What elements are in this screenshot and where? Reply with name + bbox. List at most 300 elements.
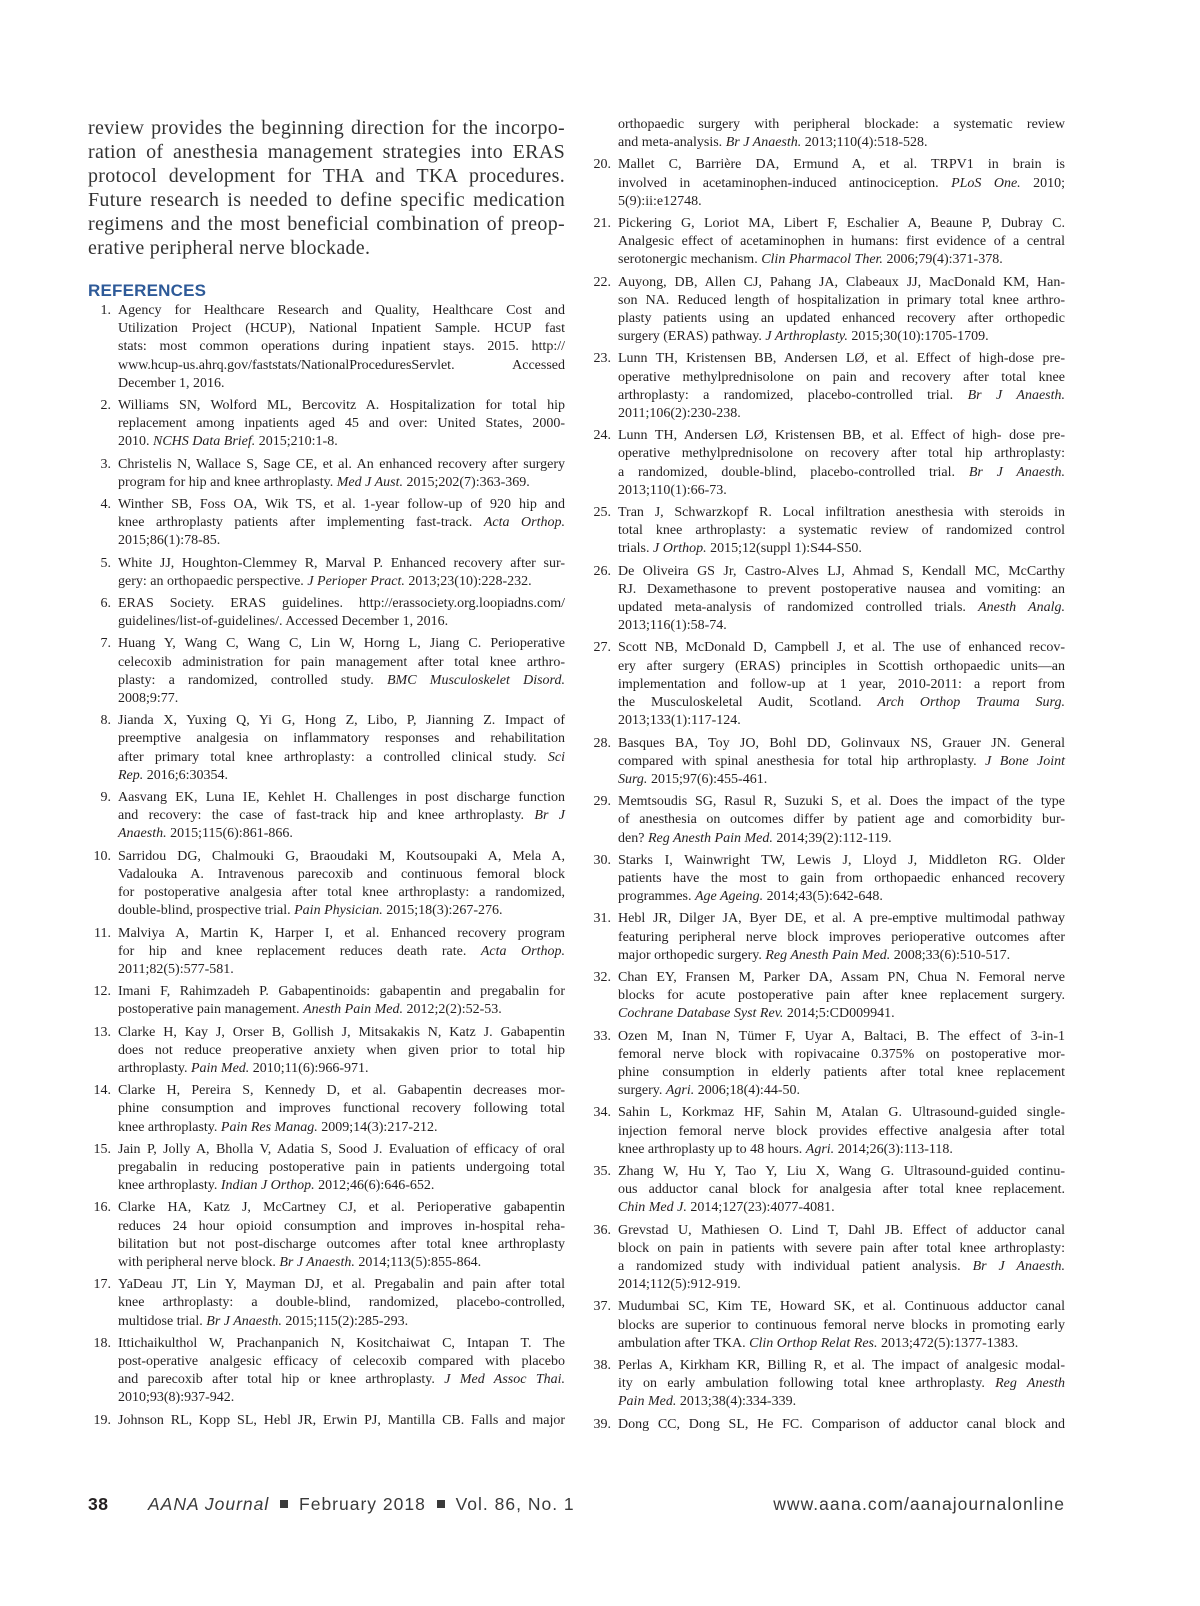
journal-title: Cochrane Database Syst Rev. — [618, 1006, 784, 1022]
reference-number: 32. — [593, 969, 611, 985]
reference-text — [618, 910, 1065, 965]
reference-line: knee arthroplasty: a double-blind, randomized, placebo-controlled, — [118, 1295, 565, 1311]
reference-line: for postoperative analgesia after total knee arthroplasty: a randomized, — [118, 885, 565, 901]
reference-item — [588, 1416, 1065, 1434]
body-paragraph — [88, 116, 565, 260]
reference-line: the Musculoskeletal Audit, Scotland. Arch Orthop Trauma Surg. — [618, 695, 1065, 711]
reference-line: Analgesic effect of acetaminophen in humans: first evidence of a central — [618, 234, 1065, 250]
reference-item — [88, 1024, 565, 1079]
journal-title: Br J Anaesth. — [967, 387, 1065, 403]
reference-item — [588, 910, 1065, 965]
reference-number: 37. — [593, 1299, 611, 1315]
reference-text — [118, 712, 565, 785]
reference-line: Clarke H, Kay J, Orser B, Gollish J, Mitsakakis N, Katz J. Gabapentin — [118, 1024, 565, 1040]
reference-line: updated meta-analysis of randomized controlled trials. Anesth Analg. — [618, 600, 1065, 616]
reference-number: 30. — [593, 852, 611, 868]
reference-line: for hip and knee replacement reduces death rate. Acta Orthop. — [118, 943, 565, 959]
paragraph-line: ration of anesthesia management strategies into ERAS — [88, 141, 565, 163]
reference-line: knee arthroplasty. Pain Res Manag. 2009;14(3):217-212. — [118, 1119, 438, 1135]
reference-line: 5(9):ii:e12748. — [618, 193, 702, 209]
reference-number: 26. — [593, 563, 611, 579]
reference-line: 2010. NCHS Data Brief. 2015;210:1-8. — [118, 434, 338, 450]
reference-line: Vadalouka A. Intravenous parecoxib and continuous femoral block — [118, 866, 565, 882]
reference-number: 1. — [100, 303, 111, 318]
journal-title: Pain Physician. — [294, 903, 383, 919]
reference-number: 21. — [593, 216, 611, 232]
journal-title: J Arthroplasty. — [765, 329, 848, 345]
reference-line: a randomized study with individual patient analysis. Br J Anaesth. — [618, 1258, 1065, 1274]
reference-line: major orthopedic surgery. Reg Anesth Pain Med. 2008;33(6):510-517. — [618, 947, 1011, 963]
journal-title: Age Ageing. — [694, 889, 764, 905]
reference-item — [588, 274, 1065, 347]
reference-line: Perlas A, Kirkham KR, Billing R, et al. The impact of analgesic modal- — [618, 1358, 1065, 1373]
reference-text — [618, 156, 1065, 211]
journal-title: Br J Anaesth. — [972, 1258, 1065, 1274]
reference-item — [588, 215, 1065, 270]
reference-line: White JJ, Houghton-Clemmey R, Marval P. Enhanced recovery after sur- — [118, 555, 565, 571]
reference-number: 11. — [94, 925, 111, 941]
reference-line: and recovery: the case of fast-track hip and knee arthroplasty. Br J — [118, 808, 565, 824]
reference-text — [618, 1163, 1065, 1218]
reference-text — [118, 456, 565, 492]
reference-line: Ittichaikulthol W, Prachanpanich N, Kositchaiwat C, Intapan T. The — [118, 1335, 565, 1351]
journal-title: Br J Anaesth. — [968, 464, 1065, 480]
reference-text — [618, 504, 1065, 559]
reference-line: bilitation but not post-discharge outcomes after total knee arthroplasty — [118, 1236, 565, 1252]
reference-number: 27. — [593, 640, 611, 656]
journal-url: www.aana.com/aanajournalonline — [773, 1494, 1065, 1514]
journal-title: Br J Anaesth. — [725, 135, 802, 151]
reference-text — [618, 350, 1065, 423]
reference-number: 3. — [100, 456, 111, 472]
reference-line: does not reduce preoperative anxiety when given prior to total hip — [118, 1042, 565, 1058]
reference-text — [618, 1104, 1065, 1159]
reference-line: Chan EY, Fransen M, Parker DA, Assam PN, Chua N. Femoral nerve — [618, 969, 1065, 985]
reference-text — [618, 639, 1065, 730]
reference-text — [118, 1024, 565, 1079]
issue-date: February 2018 — [299, 1494, 426, 1514]
reference-line: knee arthroplasty patients after implementing fast-track. Acta Orthop. — [118, 515, 566, 531]
reference-line: guidelines/list-of-guidelines/. Accessed December 1, 2016. — [118, 614, 449, 630]
reference-text — [118, 1276, 565, 1331]
reference-line: 2010;93(8):937-942. — [118, 1390, 235, 1406]
reference-line: operative methylprednisolone on pain and recovery after total knee — [618, 369, 1065, 385]
reference-item — [88, 635, 565, 708]
reference-line: surgery. Agri. 2006;18(4):44-50. — [618, 1083, 800, 1099]
reference-number: 23. — [593, 351, 611, 367]
reference-number: 39. — [593, 1416, 611, 1432]
reference-number: 36. — [593, 1222, 611, 1238]
reference-line: postoperative pain management. Anesth Pain Med. 2012;2(2):52-53. — [118, 1002, 502, 1018]
reference-line: reduces 24 hour opioid consumption and improves in-hospital reha- — [118, 1218, 565, 1234]
reference-line: Rep. 2016;6:30354. — [118, 767, 229, 783]
reference-line: Christelis N, Wallace S, Sage CE, et al. An enhanced recovery after surgery — [118, 456, 565, 472]
reference-number: 9. — [100, 790, 111, 806]
journal-title: Rep. — [118, 767, 144, 783]
reference-line: ous adductor canal block for analgesia after total knee replacement. — [618, 1182, 1065, 1198]
reference-line: Pain Med. 2013;38(4):334-339. — [618, 1394, 797, 1410]
journal-title: Agri. — [805, 1141, 835, 1157]
reference-line: Lunn TH, Kristensen BB, Andersen LØ, et al. Effect of high-dose pre- — [618, 351, 1065, 367]
reference-line: double-blind, prospective trial. Pain Physician. 2015;18(3):267-276. — [118, 903, 503, 919]
reference-line: Scott NB, McDonald D, Campbell J, et al. The use of enhanced recov- — [618, 640, 1065, 656]
reference-line: block on pain in patients with severe pain after total knee arthroplasty: — [618, 1240, 1065, 1256]
reference-text — [118, 302, 565, 393]
reference-number: 16. — [93, 1200, 111, 1216]
reference-item — [588, 156, 1065, 211]
reference-line: multidose trial. Br J Anaesth. 2015;115(2):285-293. — [118, 1313, 409, 1329]
reference-line: compared with spinal anesthesia for total hip arthroplasty. J Bone Joint — [618, 753, 1065, 769]
reference-item — [88, 1335, 565, 1408]
reference-number: 29. — [593, 794, 611, 810]
journal-title: Clin Orthop Relat Res. — [749, 1335, 878, 1351]
reference-text — [118, 555, 565, 591]
reference-text — [118, 1082, 565, 1137]
reference-item — [588, 1104, 1065, 1159]
reference-number: 14. — [93, 1083, 111, 1099]
reference-line: YaDeau JT, Lin Y, Mayman DJ, et al. Pregabalin and pain after total — [118, 1277, 565, 1293]
reference-line: pregabalin in reducing postoperative pain in patients undergoing total — [118, 1159, 565, 1175]
journal-title: Agri. — [665, 1083, 695, 1099]
reference-line: son NA. Reduced length of hospitalization in primary total knee arthro- — [618, 292, 1065, 308]
reference-number: 8. — [100, 713, 111, 729]
reference-text — [118, 983, 565, 1019]
references-column-right — [588, 116, 1065, 1438]
reference-number: 6. — [100, 596, 111, 612]
reference-line: and parecoxib after total hip or knee arthroplasty. J Med Assoc Thai. — [118, 1372, 565, 1388]
reference-number: 12. — [93, 984, 111, 1000]
reference-line: blocks are superior to continuous femoral nerve blocks in promoting early — [618, 1317, 1065, 1333]
reference-number: 13. — [93, 1024, 111, 1040]
reference-text — [118, 789, 565, 844]
reference-line: ery after surgery (ERAS) principles in Scottish orthopaedic units—an — [618, 658, 1065, 674]
reference-line: a randomized, double-blind, placebo-controlled trial. Br J Anaesth. — [618, 464, 1065, 480]
reference-line: 2008;9:77. — [118, 691, 179, 707]
reference-line: Sahin L, Korkmaz HF, Sahin M, Atalan G. Ultrasound-guided single- — [618, 1105, 1065, 1121]
journal-title: Surg. — [618, 771, 648, 787]
journal-title: Br J — [534, 808, 565, 824]
reference-item — [88, 1141, 565, 1196]
journal-title: J Bone Joint — [985, 753, 1065, 769]
reference-line: Ozen M, Inan N, Tümer F, Uyar A, Baltaci, B. The effect of 3-in-1 — [618, 1028, 1065, 1044]
reference-number: 15. — [93, 1141, 111, 1157]
reference-item — [88, 925, 565, 980]
reference-line: Aasvang EK, Luna IE, Kehlet H. Challenges in post discharge function — [118, 790, 565, 806]
reference-item — [588, 793, 1065, 848]
reference-item — [88, 1199, 565, 1272]
reference-text — [618, 969, 1065, 1024]
reference-line: knee arthroplasty. Indian J Orthop. 2012;46(6):646-652. — [118, 1178, 435, 1194]
reference-number: 7. — [100, 636, 111, 652]
reference-line: Grevstad U, Mathiesen O. Lind T, Dahl JB. Effect of adductor canal — [618, 1222, 1065, 1238]
reference-line: Jianda X, Yuxing Q, Yi G, Hong Z, Libo, P, Jianning Z. Impact of — [118, 713, 565, 729]
reference-number: 20. — [593, 157, 611, 173]
reference-line: serotonergic mechanism. Clin Pharmacol Ther. 2006;79(4):371-378. — [618, 252, 1003, 268]
reference-item — [88, 595, 565, 631]
separator-square-icon — [437, 1500, 445, 1508]
reference-line: gery: an orthopaedic perspective. J Perioper Pract. 2013;23(10):228-232. — [118, 573, 532, 589]
reference-text — [618, 563, 1065, 636]
reference-line: Dong CC, Dong SL, He FC. Comparison of adductor canal block and — [618, 1416, 1065, 1432]
reference-line: 2011;82(5):577-581. — [118, 961, 234, 977]
reference-line: Chin Med J. 2014;127(23):4077-4081. — [618, 1200, 835, 1216]
separator-square-icon — [280, 1500, 288, 1508]
journal-title: J Perioper Pract. — [307, 573, 405, 589]
reference-item — [588, 1222, 1065, 1295]
reference-line: orthopaedic surgery with peripheral blockade: a systematic review — [618, 117, 1065, 132]
reference-line: Jain P, Jolly A, Bholla V, Adatia S, Sood J. Evaluation of efficacy of oral — [118, 1141, 565, 1157]
reference-number: 4. — [100, 497, 111, 513]
reference-text — [118, 1199, 565, 1272]
reference-item — [88, 712, 565, 785]
reference-line: program for hip and knee arthroplasty. Med J Aust. 2015;202(7):363-369. — [118, 474, 530, 490]
reference-text — [118, 635, 565, 708]
page-footer — [0, 1492, 1200, 1516]
reference-line: ity on early ambulation following total knee arthroplasty. Reg Anesth — [618, 1376, 1065, 1392]
reference-line: preemptive analgesia on inflammatory responses and rehabilitation — [118, 731, 565, 747]
reference-number: 5. — [100, 555, 111, 571]
reference-number: 35. — [593, 1163, 611, 1179]
reference-item — [88, 789, 565, 844]
reference-item — [88, 456, 565, 492]
reference-item — [588, 1357, 1065, 1412]
reference-line: Sarridou DG, Chalmouki G, Braoudaki M, Koutsoupaki A, Mela A, — [118, 848, 565, 864]
reference-number: 38. — [593, 1358, 611, 1373]
journal-title: PLoS One. — [951, 175, 1021, 191]
reference-text — [618, 735, 1065, 790]
reference-number: 25. — [593, 505, 611, 521]
reference-item — [88, 848, 565, 921]
reference-text — [618, 427, 1065, 500]
reference-item — [588, 735, 1065, 790]
journal-title: Acta Orthop. — [483, 515, 566, 531]
reference-line: Anaesth. 2015;115(6):861-866. — [118, 826, 293, 842]
reference-item — [588, 1298, 1065, 1353]
reference-line: ambulation after TKA. Clin Orthop Relat Res. 2013;472(5):1377-1383. — [618, 1335, 1019, 1351]
reference-line: Starks I, Wainwright TW, Lewis J, Lloyd J, Middleton RG. Older — [618, 852, 1065, 868]
journal-title: Br J Anaesth. — [206, 1313, 282, 1329]
reference-number: 34. — [593, 1105, 611, 1121]
reference-item — [88, 496, 565, 551]
reference-item — [88, 983, 565, 1019]
paragraph-line: regimens and the most beneficial combination of preop- — [88, 213, 565, 235]
reference-line: knee arthroplasty up to 48 hours. Agri. 2014;26(3):113-118. — [618, 1141, 953, 1157]
reference-number: 2. — [100, 398, 111, 414]
reference-text — [618, 1416, 1065, 1434]
paragraph-line: protocol development for THA and TKA procedures. — [88, 165, 565, 187]
reference-item — [588, 852, 1065, 907]
reference-item — [588, 969, 1065, 1024]
reference-line: operative methylprednisolone on recovery after total hip arthroplasty: — [618, 446, 1065, 462]
journal-title: BMC Musculoskelet Disord. — [387, 672, 565, 688]
reference-item — [88, 555, 565, 591]
reference-line: RJ. Dexamethasone to prevent postoperative nausea and vomiting: an — [618, 581, 1065, 597]
paragraph-line: review provides the beginning direction for the incorpo- — [88, 117, 565, 139]
journal-title: Pain Med. — [190, 1060, 250, 1076]
reference-number: 18. — [93, 1335, 111, 1351]
reference-line: total knee arthroplasty: a systematic review of randomized control — [618, 523, 1065, 539]
reference-text — [618, 274, 1065, 347]
reference-line: patients have the most to gain from orthopaedic enhanced recovery — [618, 870, 1065, 886]
reference-number: 17. — [93, 1277, 111, 1293]
reference-line: celecoxib administration for pain management after total knee arthro- — [118, 654, 565, 670]
reference-line: Clarke HA, Katz J, McCartney CJ, et al. Perioperative gabapentin — [118, 1200, 565, 1216]
reference-line: Agency for Healthcare Research and Quality, Healthcare Cost and — [118, 303, 565, 318]
reference-line: Clarke H, Pereira S, Kennedy D, et al. Gabapentin decreases mor- — [118, 1083, 565, 1099]
reference-number: 33. — [593, 1028, 611, 1044]
reference-line: 2013;110(1):66-73. — [618, 482, 727, 498]
reference-line: of anesthesia on outcomes differ by patient age and comorbidity bur- — [618, 812, 1065, 828]
reference-line: after primary total knee arthroplasty: a controlled clinical study. Sci — [118, 749, 565, 765]
reference-text — [618, 1222, 1065, 1295]
reference-line: phine consumption in elderly patients after total knee replacement — [618, 1064, 1065, 1080]
reference-line: Huang Y, Wang C, Wang C, Lin W, Horng L, Jiang C. Perioperative — [118, 636, 565, 652]
reference-line: with peripheral nerve block. Br J Anaesth. 2014;113(5):855-864. — [118, 1254, 482, 1270]
paragraph-line: erative peripheral nerve blockade. — [88, 237, 371, 259]
reference-line: 2013;133(1):117-124. — [618, 713, 741, 729]
reference-line: post-operative analgesic efficacy of celecoxib compared with placebo — [118, 1353, 565, 1369]
paragraph-line: Future research is needed to define specific medication — [88, 189, 565, 211]
reference-number: 19. — [93, 1412, 111, 1428]
reference-number: 10. — [93, 848, 111, 864]
reference-line: involved in acetaminophen-induced antinociception. PLoS One. 2010; — [618, 175, 1065, 191]
journal-title: Arch Orthop Trauma Surg. — [877, 695, 1065, 711]
reference-item — [88, 1276, 565, 1331]
reference-line: 2014;112(5):912-919. — [618, 1277, 741, 1293]
reference-text — [618, 852, 1065, 907]
reference-line: implementation and follow-up at 1 year, 2010-2011: a report from — [618, 676, 1065, 692]
reference-number: 22. — [593, 274, 611, 290]
reference-item — [588, 563, 1065, 636]
reference-item — [88, 302, 565, 393]
reference-line: Cochrane Database Syst Rev. 2014;5:CD009941. — [618, 1006, 895, 1022]
reference-line: arthroplasty: a randomized, placebo-controlled trial. Br J Anaesth. — [618, 387, 1065, 403]
journal-name: AANA Journal — [148, 1494, 270, 1514]
reference-line: Mudumbai SC, Kim TE, Howard SK, et al. Continuous adductor canal — [618, 1299, 1065, 1315]
reference-line: programmes. Age Ageing. 2014;43(5):642-648. — [618, 889, 883, 905]
reference-line: replacement among inpatients aged 45 and over: United States, 2000- — [118, 416, 565, 432]
journal-title: Pain Res Manag. — [220, 1119, 318, 1135]
journal-title: Pain Med. — [618, 1394, 677, 1410]
journal-title: Reg Anesth Pain Med. — [647, 830, 773, 846]
reference-item — [588, 1163, 1065, 1218]
reference-line: Malviya A, Martin K, Harper I, et al. Enhanced recovery program — [118, 925, 565, 941]
reference-item — [588, 350, 1065, 423]
references-heading: REFERENCES — [88, 281, 207, 300]
journal-info — [148, 1492, 575, 1516]
reference-line: Basques BA, Toy JO, Bohl DD, Golinvaux NS, Grauer JN. General — [618, 735, 1065, 751]
reference-line: Williams SN, Wolford ML, Bercovitz A. Hospitalization for total hip — [118, 398, 565, 414]
reference-line: arthroplasty. Pain Med. 2010;11(6):966-971. — [118, 1060, 369, 1076]
journal-title: Clin Pharmacol Ther. — [761, 252, 883, 268]
reference-line: phine consumption and improves functional recovery following total — [118, 1101, 565, 1117]
reference-line: blocks for acute postoperative pain after knee replacement surgery. — [618, 988, 1065, 1004]
journal-title: Chin Med J. — [618, 1200, 687, 1216]
reference-line: Pickering G, Loriot MA, Libert F, Eschalier A, Beaune P, Dubray C. — [618, 216, 1065, 232]
reference-item — [588, 427, 1065, 500]
reference-line: 2013;116(1):58-74. — [618, 618, 727, 634]
reference-line: Johnson RL, Kopp SL, Hebl JR, Erwin PJ, Mantilla CB. Falls and major — [118, 1412, 565, 1428]
reference-number — [588, 116, 611, 152]
journal-title: NCHS Data Brief. — [153, 434, 256, 450]
reference-text — [118, 397, 565, 452]
journal-title: Indian J Orthop. — [220, 1178, 315, 1194]
journal-title: Anesth Pain Med. — [303, 1002, 403, 1018]
reference-line: Lunn TH, Andersen LØ, Kristensen BB, et al. Effect of high- dose pre- — [618, 428, 1065, 444]
reference-line: Memtsoudis SG, Rasul R, Suzuki S, et al. Does the impact of the type — [618, 794, 1065, 810]
reference-text — [118, 496, 565, 551]
reference-continuation — [588, 116, 1065, 152]
journal-title: Sci — [547, 749, 565, 765]
reference-line: Hebl JR, Dilger JA, Byer DE, et al. A pre-emptive multimodal pathway — [618, 911, 1065, 927]
journal-title: Acta Orthop. — [480, 943, 565, 959]
reference-line: Imani F, Rahimzadeh P. Gabapentinoids: gabapentin and pregabalin for — [118, 984, 565, 1000]
reference-line: plasty patients using an updated enhanced recovery after orthopedic — [618, 311, 1065, 327]
reference-line: femoral nerve block with ropivacaine 0.375% on postoperative mor- — [618, 1046, 1065, 1062]
reference-text — [118, 1141, 565, 1196]
reference-line: Utilization Project (HCUP), National Inpatient Sample. HCUP fast — [118, 321, 565, 337]
reference-number: 28. — [593, 735, 611, 751]
journal-title: Reg Anesth — [995, 1376, 1065, 1392]
reference-item — [588, 504, 1065, 559]
reference-line: Winther SB, Foss OA, Wik TS, et al. 1-year follow-up of 920 hip and — [118, 497, 565, 513]
volume-issue: Vol. 86, No. 1 — [455, 1494, 575, 1514]
reference-text — [118, 1335, 565, 1408]
reference-line: www.hcup-us.ahrq.gov/faststats/NationalProceduresServlet. Accessed — [118, 357, 565, 373]
reference-line: 2011;106(2):230-238. — [618, 406, 741, 422]
reference-text — [118, 848, 565, 921]
reference-line: Auyong, DB, Allen CJ, Pahang JA, Clabeaux JJ, MacDonald KM, Han- — [618, 274, 1065, 290]
reference-line: De Oliveira GS Jr, Castro-Alves LJ, Ahmad S, Kendall MC, McCarthy — [618, 563, 1065, 579]
reference-line: trials. J Orthop. 2015;12(suppl 1):S44-S50. — [618, 541, 862, 557]
journal-title: Anaesth. — [118, 826, 167, 842]
reference-line: surgery (ERAS) pathway. J Arthroplasty. 2015;30(10):1705-1709. — [618, 329, 989, 345]
journal-title: J Med Assoc Thai. — [444, 1372, 565, 1388]
reference-line: 2015;86(1):78-85. — [118, 533, 221, 549]
reference-line: and meta-analysis. Br J Anaesth. 2013;110(4):518-528. — [618, 135, 928, 151]
reference-text — [118, 595, 565, 631]
reference-line: Mallet C, Barrière DA, Ermund A, et al. TRPV1 in brain is — [618, 157, 1065, 173]
journal-title: Br J Anaesth. — [279, 1254, 355, 1270]
reference-item — [88, 1412, 565, 1430]
reference-item — [88, 1082, 565, 1137]
reference-text — [618, 215, 1065, 270]
reference-line: Zhang W, Hu Y, Tao Y, Liu X, Wang G. Ultrasound-guided continu- — [618, 1163, 1065, 1179]
reference-item — [88, 397, 565, 452]
reference-text — [118, 1412, 565, 1430]
reference-item — [588, 639, 1065, 730]
journal-title: J Orthop. — [653, 541, 707, 557]
reference-line: Tran J, Schwarzkopf R. Local infiltration anesthesia with steroids in — [618, 505, 1065, 521]
reference-text — [618, 1028, 1065, 1101]
reference-line: den? Reg Anesth Pain Med. 2014;39(2):112-119. — [618, 830, 892, 846]
reference-line: injection femoral nerve block provides effective analgesia after total — [618, 1123, 1065, 1139]
reference-text — [618, 793, 1065, 848]
reference-line: plasty: a randomized, controlled study. BMC Musculoskelet Disord. — [118, 672, 565, 688]
reference-line: Surg. 2015;97(6):455-461. — [618, 771, 768, 787]
journal-title: Anesth Analg. — [978, 600, 1065, 616]
reference-line: stats: most common operations during inpatient stays. 2015. http:// — [118, 339, 565, 355]
reference-line: ERAS Society. ERAS guidelines. http://erassociety.org.loopiadns.com/ — [118, 596, 565, 612]
reference-text — [618, 1357, 1065, 1412]
reference-item — [588, 1028, 1065, 1101]
journal-title: Med J Aust. — [336, 474, 403, 490]
reference-line: December 1, 2016. — [118, 375, 225, 391]
reference-number: 24. — [593, 428, 611, 444]
page-number: 38 — [88, 1494, 109, 1514]
reference-text — [618, 1298, 1065, 1353]
journal-title: Reg Anesth Pain Med. — [765, 947, 891, 963]
